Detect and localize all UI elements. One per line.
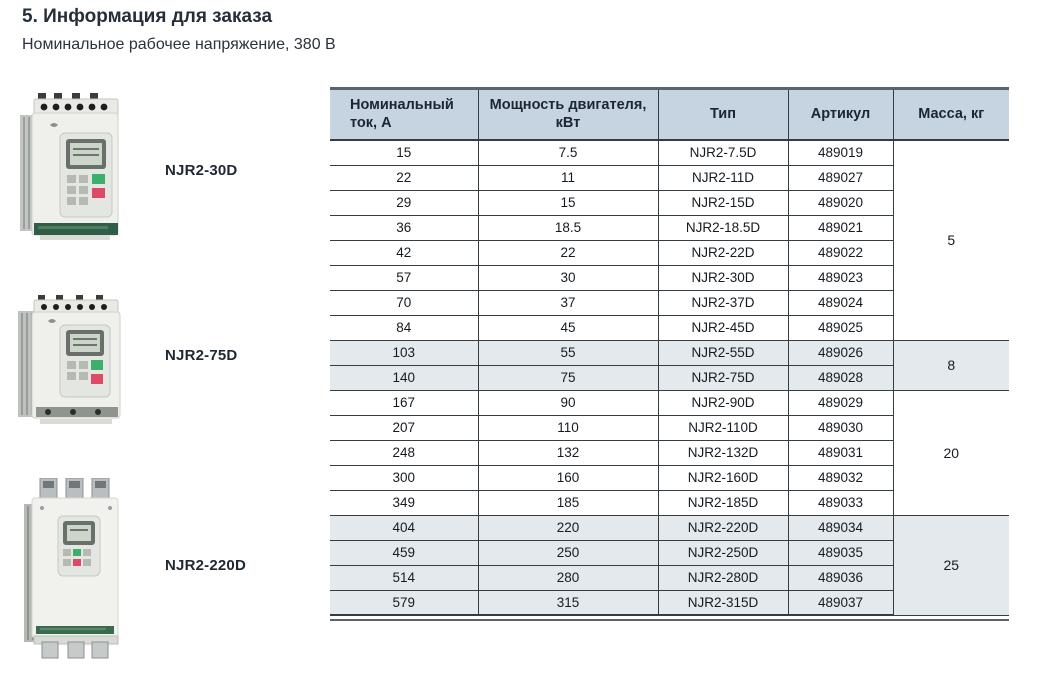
cell-current: 579 [330,590,478,615]
cell-current: 22 [330,165,478,190]
cell-article: 489026 [788,340,893,365]
cell-current: 349 [330,490,478,515]
cell-power: 132 [478,440,658,465]
page-subtitle: Номинальное рабочее напряжение, 380 В [22,36,336,53]
cell-power: 220 [478,515,658,540]
product-image-njr2-220d [22,478,125,665]
cell-article: 489030 [788,415,893,440]
cell-current: 103 [330,340,478,365]
product-label-njr2-30d: NJR2-30D [165,162,238,179]
cell-article: 489029 [788,390,893,415]
table-row [330,515,1009,540]
product-image-njr2-30d [20,93,122,251]
cell-type: NJR2-18.5D [658,215,788,240]
cell-type: NJR2-315D [658,590,788,615]
soft-starter-large-image [22,478,125,660]
table-bottom-rule [330,619,1009,621]
cell-current: 140 [330,365,478,390]
cell-type: NJR2-185D [658,490,788,515]
order-info-table [330,90,1009,616]
cell-current: 29 [330,190,478,215]
cell-article: 489036 [788,565,893,590]
cell-current: 167 [330,390,478,415]
cell-article: 489033 [788,490,893,515]
cell-current: 248 [330,440,478,465]
cell-power: 90 [478,390,658,415]
cell-type: NJR2-90D [658,390,788,415]
cell-mass: 8 [893,340,1009,390]
cell-power: 37 [478,290,658,315]
cell-type: NJR2-45D [658,315,788,340]
cell-power: 280 [478,565,658,590]
cell-article: 489035 [788,540,893,565]
cell-type: NJR2-132D [658,440,788,465]
cell-article: 489031 [788,440,893,465]
header-nominal-current: Номинальный ток, А [330,90,478,140]
table-row [330,390,1009,415]
cell-power: 45 [478,315,658,340]
cell-type: NJR2-11D [658,165,788,190]
cell-article: 489037 [788,590,893,615]
cell-current: 15 [330,140,478,165]
cell-current: 514 [330,565,478,590]
cell-current: 70 [330,290,478,315]
soft-starter-medium-image [18,295,122,428]
table-row [330,140,1009,165]
page-title: 5. Информация для заказа [22,6,273,27]
cell-power: 250 [478,540,658,565]
cell-article: 489032 [788,465,893,490]
header-type: Тип [658,90,788,140]
product-label-njr2-220d: NJR2-220D [165,557,247,574]
cell-current: 459 [330,540,478,565]
cell-power: 55 [478,340,658,365]
cell-power: 22 [478,240,658,265]
cell-type: NJR2-15D [658,190,788,215]
cell-current: 84 [330,315,478,340]
cell-article: 489034 [788,515,893,540]
order-table [330,87,1009,621]
cell-power: 30 [478,265,658,290]
soft-starter-small-image [20,93,122,246]
cell-current: 404 [330,515,478,540]
cell-article: 489020 [788,190,893,215]
cell-power: 11 [478,165,658,190]
cell-article: 489021 [788,215,893,240]
cell-current: 42 [330,240,478,265]
cell-type: NJR2-7.5D [658,140,788,165]
header-article: Артикул [788,90,893,140]
table-body [330,140,1009,615]
cell-current: 300 [330,465,478,490]
header-mass: Масса, кг [893,90,1009,140]
cell-power: 7.5 [478,140,658,165]
product-label-njr2-75d: NJR2-75D [165,347,238,364]
cell-current: 36 [330,215,478,240]
header-motor-power: Мощность двигателя, кВт [478,90,658,140]
cell-type: NJR2-160D [658,465,788,490]
cell-article: 489022 [788,240,893,265]
table-header [330,90,1009,140]
cell-article: 489028 [788,365,893,390]
cell-type: NJR2-30D [658,265,788,290]
cell-type: NJR2-220D [658,515,788,540]
table-row [330,340,1009,365]
cell-mass: 5 [893,140,1009,340]
cell-power: 110 [478,415,658,440]
cell-type: NJR2-250D [658,540,788,565]
cell-power: 185 [478,490,658,515]
cell-power: 18.5 [478,215,658,240]
cell-mass: 25 [893,515,1009,615]
cell-power: 15 [478,190,658,215]
cell-article: 489019 [788,140,893,165]
cell-power: 75 [478,365,658,390]
cell-article: 489025 [788,315,893,340]
cell-type: NJR2-22D [658,240,788,265]
cell-current: 207 [330,415,478,440]
cell-current: 57 [330,265,478,290]
cell-type: NJR2-75D [658,365,788,390]
cell-type: NJR2-280D [658,565,788,590]
cell-power: 160 [478,465,658,490]
cell-mass: 20 [893,390,1009,515]
cell-type: NJR2-110D [658,415,788,440]
cell-type: NJR2-55D [658,340,788,365]
cell-power: 315 [478,590,658,615]
product-image-njr2-75d [18,295,122,433]
cell-article: 489024 [788,290,893,315]
cell-article: 489027 [788,165,893,190]
cell-type: NJR2-37D [658,290,788,315]
cell-article: 489023 [788,265,893,290]
